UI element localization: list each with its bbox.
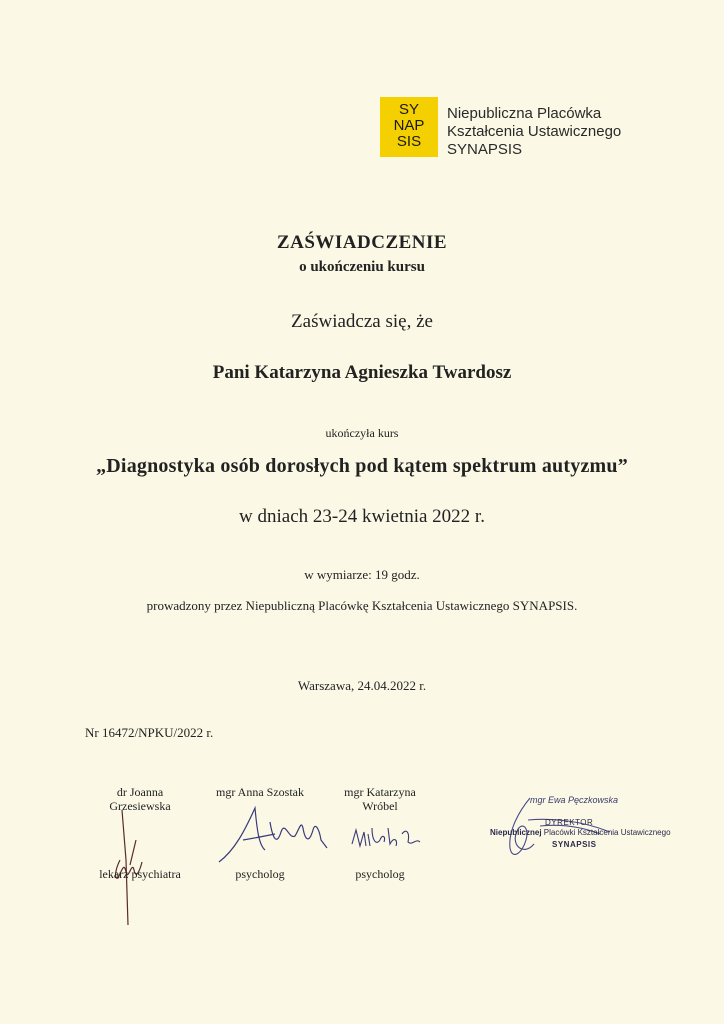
signatory-name-line: Grzesiewska (109, 799, 171, 813)
institution-name-line: Niepubliczna Placówka (447, 105, 602, 122)
institution-name (447, 105, 621, 159)
logo-mark-line: SIS (396, 133, 422, 150)
director-name: mgr Ewa Pęczkowska (530, 795, 619, 805)
recipient-name: Pani Katarzyna Agnieszka Twardosz (212, 362, 512, 383)
signatory-role: lekarz psychiatra (99, 867, 181, 881)
place-date: Warszawa, 24.04.2022 r. (297, 678, 427, 693)
signature-3 (350, 822, 425, 857)
signature-1 (100, 800, 160, 930)
conducted-by: prowadzony przez Niepubliczną Placówkę Kształcenia Ustawicznego SYNAPSIS. (146, 598, 578, 613)
certifies-text: Zaświadcza się, że (291, 311, 433, 332)
stamp-institution-rest: Placówki Kształcenia Ustawicznego (543, 828, 671, 837)
logo-mark-line: SY (398, 101, 419, 118)
signature-2 (215, 800, 330, 870)
signatory-role: psycholog (235, 867, 285, 881)
signatory-name-line: mgr Anna Szostak (216, 785, 304, 799)
stamp-institution (490, 828, 671, 837)
stamp-org: SYNAPSIS (552, 840, 597, 849)
institution-name-line: Kształcenia Ustawicznego (447, 123, 622, 140)
logo-mark-line: NAP (393, 117, 425, 134)
completed-text: ukończyła kurs (325, 426, 399, 440)
course-hours: w wymiarze: 19 godz. (304, 567, 420, 582)
course-dates: w dniach 23-24 kwietnia 2022 r. (239, 506, 485, 527)
course-title: „Diagnostyka osób dorosłych pod kątem spektrum autyzmu” (96, 455, 628, 477)
signatory-name-line: dr Joanna (116, 785, 164, 799)
stamp-institution-bold: Niepublicznej (490, 828, 542, 837)
certificate-subtitle: o ukończeniu kursu (299, 259, 425, 275)
signatory-name-line: Wróbel (362, 799, 398, 813)
signatory-name-line: mgr Katarzyna (344, 785, 416, 799)
signatory-role: psycholog (355, 867, 405, 881)
director-title: DYREKTOR (545, 818, 594, 827)
certificate-number: Nr 16472/NPKU/2022 r. (85, 725, 214, 740)
certificate-title: ZAŚWIADCZENIE (276, 232, 448, 253)
institution-name-line: SYNAPSIS (447, 141, 523, 158)
signatory-name (195, 785, 325, 799)
synapsis-logo-mark (380, 97, 438, 157)
signatory-name (320, 785, 440, 813)
